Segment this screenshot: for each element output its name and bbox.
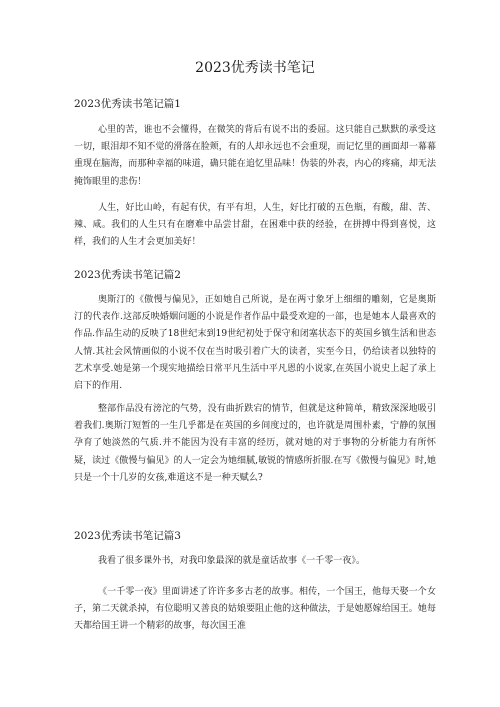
section-heading-1: 2023优秀读书笔记篇1 [74, 98, 181, 110]
section-heading-2: 2023优秀读书笔记篇2 [74, 269, 181, 281]
section-1-paragraph-1: 心里的苦，谁也不会懂得，在微笑的背后有说不出的委屈。这只能自己默默的承受这一切，眼泪却不知不觉的滑落在脸颊，有的人却永远也不会重现，而记忆里的画面却一幕幕重现在脑海，而那种幸福的味道，确只能在追忆里品味！伪装的外表，内心的疼痛，却无法掩饰眼里的悲伤！ [74, 125, 436, 187]
document-title: 2023优秀读书笔记 [195, 60, 315, 76]
section-2-paragraph-2: 整部作品没有滂沱的气势，没有曲折跌宕的情节，但就是这种简单，精致深深地吸引着我们.奥斯汀短暂的一生几乎都是在英国的乡间度过的，也许就是周围朴素，宁静的氛围孕育了她淡然的气质.并不能因为没有丰富的经历，就对她的对于事物的分析能力有所怀疑，读过《傲慢与偏见》的人一定会为她细腻,敏锐的情感所折服.在写《傲慢与偏见》时,她只是一个十几岁的女孩,难道这不是一种天赋么? [74, 404, 436, 483]
section-2-paragraph-1: 奥斯汀的《傲慢与偏见》，正如她自己所说，是在两寸象牙上细细的雕刻，它是奥斯汀的代表作.这部反映婚姻问题的小说是作者作品中最受欢迎的一部，也是她本人最喜欢的作品.作品生动的反映了18世纪末到19世纪初处于保守和闭塞状态下的英国乡镇生活和世态人情.其社会风情画似的小说不仅在当时吸引着广大的读者，实至今日，仍给读者以独特的艺术享受.她是第一个现实地描绘日常平凡生活中平凡恩的小说家,在英国小说史上起了承上启下的作用. [74, 295, 436, 392]
section-1-paragraph-2: 人生，好比山岭，有起有伏，有平有坦，人生，好比打破的五色瓶，有酸，甜、苦、辣、咸。我们的人生只有在磨难中品尝甘甜，在困难中获的经验，在拼搏中得到喜悦，这样，我们的人生才会更加美好！ [74, 203, 436, 248]
section-heading-3: 2023优秀读书笔记篇3 [74, 530, 181, 542]
section-3-paragraph-2: 《一千零一夜》里面讲述了许许多多古老的故事。相传，一个国王，他每天娶一个女子，第二天就杀掉，有位聪明又善良的姑娘要阻止他的这种做法，于是她愿嫁给国王。她每天都给国王讲一个精彩的故事，每次国王准 [74, 587, 436, 632]
section-3-paragraph-1: 我看了很多课外书，对我印象最深的就是童话故事《一千零一夜》。 [98, 556, 366, 566]
